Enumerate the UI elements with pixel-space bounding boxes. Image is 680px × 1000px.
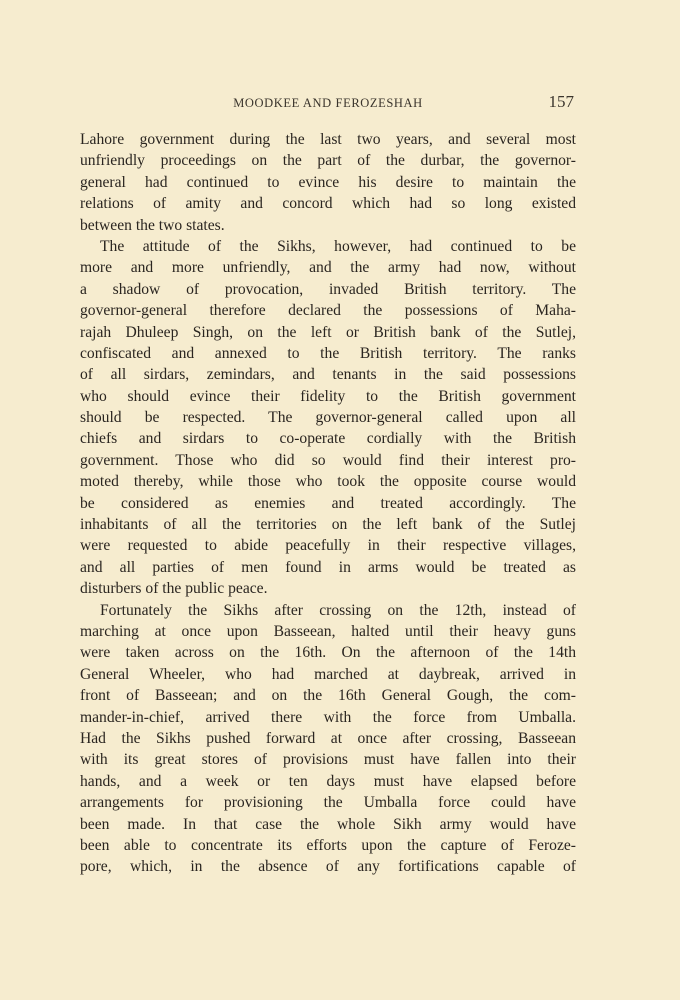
text-line: more and more unfriendly, and the army had now, without	[80, 259, 576, 277]
text-line: been able to concentrate its efforts upon the capture of Feroze-	[80, 836, 576, 854]
text-line: of all sirdars, zemindars, and tenants in the said possessions	[80, 366, 576, 384]
text-line: disturbers of the public peace.	[80, 580, 268, 598]
text-line: relations of amity and concord which had so long existed	[80, 195, 576, 213]
text-line: general had continued to evince his desire to maintain the	[80, 173, 576, 191]
paragraph-first-line: Fortunately the Sikhs after crossing on the 12th, instead of	[100, 601, 576, 619]
text-line: moted thereby, while those who took the opposite course would	[80, 473, 576, 491]
text-line: General Wheeler, who had marched at daybreak, arrived in	[80, 665, 576, 683]
text-line: a shadow of provocation, invaded British territory. The	[80, 280, 576, 298]
text-line: Had the Sikhs pushed forward at once after crossing, Basseean	[80, 729, 576, 747]
body-text	[80, 129, 576, 878]
text-line: mander-in-chief, arrived there with the force from Umballa.	[80, 708, 576, 726]
page-header	[80, 92, 576, 116]
text-line: with its great stores of provisions must have fallen into their	[80, 751, 576, 769]
text-line: who should evince their fidelity to the British government	[80, 387, 576, 405]
paragraph-first-line: The attitude of the Sikhs, however, had continued to be	[100, 237, 576, 255]
page-number: 157	[548, 92, 574, 111]
text-line: Lahore government during the last two years, and several most	[80, 131, 576, 148]
text-line: chiefs and sirdars to co-operate cordially with the British	[80, 430, 576, 448]
text-line: rajah Dhuleep Singh, on the left or British bank of the Sutlej,	[80, 323, 576, 341]
text-line: unfriendly proceedings on the part of the durbar, the governor-	[80, 152, 576, 170]
text-line: pore, which, in the absence of any fortifications capable of	[80, 858, 576, 876]
text-line: marching at once upon Basseean, halted until their heavy guns	[80, 622, 576, 640]
text-line: should be respected. The governor-general called upon all	[80, 409, 576, 427]
text-line: be considered as enemies and treated accordingly. The	[80, 494, 576, 512]
text-line: were taken across on the 16th. On the afternoon of the 14th	[80, 644, 576, 662]
text-line: front of Basseean; and on the 16th General Gough, the com-	[80, 687, 576, 705]
text-line: confiscated and annexed to the British territory. The ranks	[80, 344, 576, 362]
text-line: governor-general therefore declared the possessions of Maha-	[80, 302, 576, 320]
text-line: been made. In that case the whole Sikh army would have	[80, 815, 576, 833]
text-line: arrangements for provisioning the Umballa force could have	[80, 794, 576, 812]
text-line: hands, and a week or ten days must have elapsed before	[80, 772, 576, 790]
text-line: and all parties of men found in arms would be treated as	[80, 558, 576, 576]
text-line: government. Those who did so would find their interest pro-	[80, 451, 576, 469]
text-line: were requested to abide peacefully in their respective villages,	[80, 537, 576, 555]
text-line: inhabitants of all the territories on the left bank of the Sutlej	[80, 516, 576, 534]
text-line: between the two states.	[80, 216, 225, 234]
running-head: MOODKEE AND FEROZESHAH	[233, 96, 423, 110]
